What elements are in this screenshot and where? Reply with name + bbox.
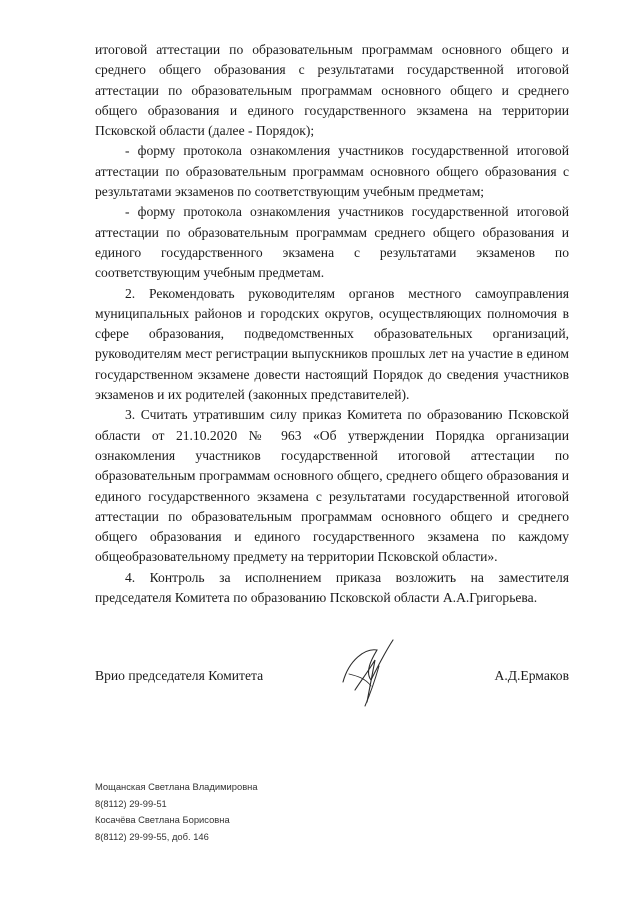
contact-person-1-phone: 8(8112) 29-99-51	[95, 797, 167, 809]
paragraph-form-basic: - форму протокола ознакомления участников государственной итоговой аттестации по образовательным программам основного общего образования с результатами экзаменов по соответствующим учебным предметам;	[95, 143, 569, 200]
contact-person-1-name: Мощанская Светлана Владимировна	[95, 781, 258, 792]
paragraph-item-2: 2. Рекомендовать руководителям органов местного самоуправления муниципальных районов и городских округов, осуществляющих полномочия в сфере образования, подведомственных образовательных организаций, руководителям мест регистрации выпускников прошлых лет на участие в едином государственном экзамене довести настоящий Порядок до сведения участников экзаменов и их родителей (законных представителей).	[95, 285, 569, 403]
paragraph-item-4: 4. Контроль за исполнением приказа возложить на заместителя председателя Комитета по образованию Псковской области А.А.Григорьева.	[95, 569, 569, 606]
contact-person-2-name: Косачёва Светлана Борисовна	[95, 814, 230, 825]
paragraph-continuation: итоговой аттестации по образовательным программам основного общего и среднего общего образования с результатами государственной итоговой аттестации по образовательным программам основного общего и среднего общего образования и единого государственного экзамена на территории Псковской области (далее - Порядок);	[95, 42, 569, 139]
signature-title: Врио председателя Комитета	[95, 668, 264, 683]
paragraph-item-3: 3. Считать утратившим силу приказ Комитета по образованию Псковской области от 21.10.2020 № 963 «Об утверждении Порядка организации ознакомления участников государственной итоговой аттестации по образовательным программам основного общего, среднего общего образования и единого государственного экзамена с результатами государственной итоговой аттестации по образовательным программам основного общего и среднего общего образования и единого государственного экзамена по каждому общеобразовательному предмету на территории Псковской области».	[95, 407, 569, 565]
signature-block	[95, 668, 569, 688]
contact-block	[95, 779, 258, 845]
handwritten-signature	[335, 630, 405, 710]
contact-person-2-phone: 8(8112) 29-99-55, доб. 146	[95, 830, 209, 842]
paragraph-form-secondary: - форму протокола ознакомления участников государственной итоговой аттестации по образовательным программам среднего общего образования и единого государственного экзамена с результатами экзаменов по соответствующим учебным предметам.	[95, 204, 569, 281]
document-body	[95, 40, 569, 608]
signature-name: А.Д.Ермаков	[494, 668, 569, 683]
